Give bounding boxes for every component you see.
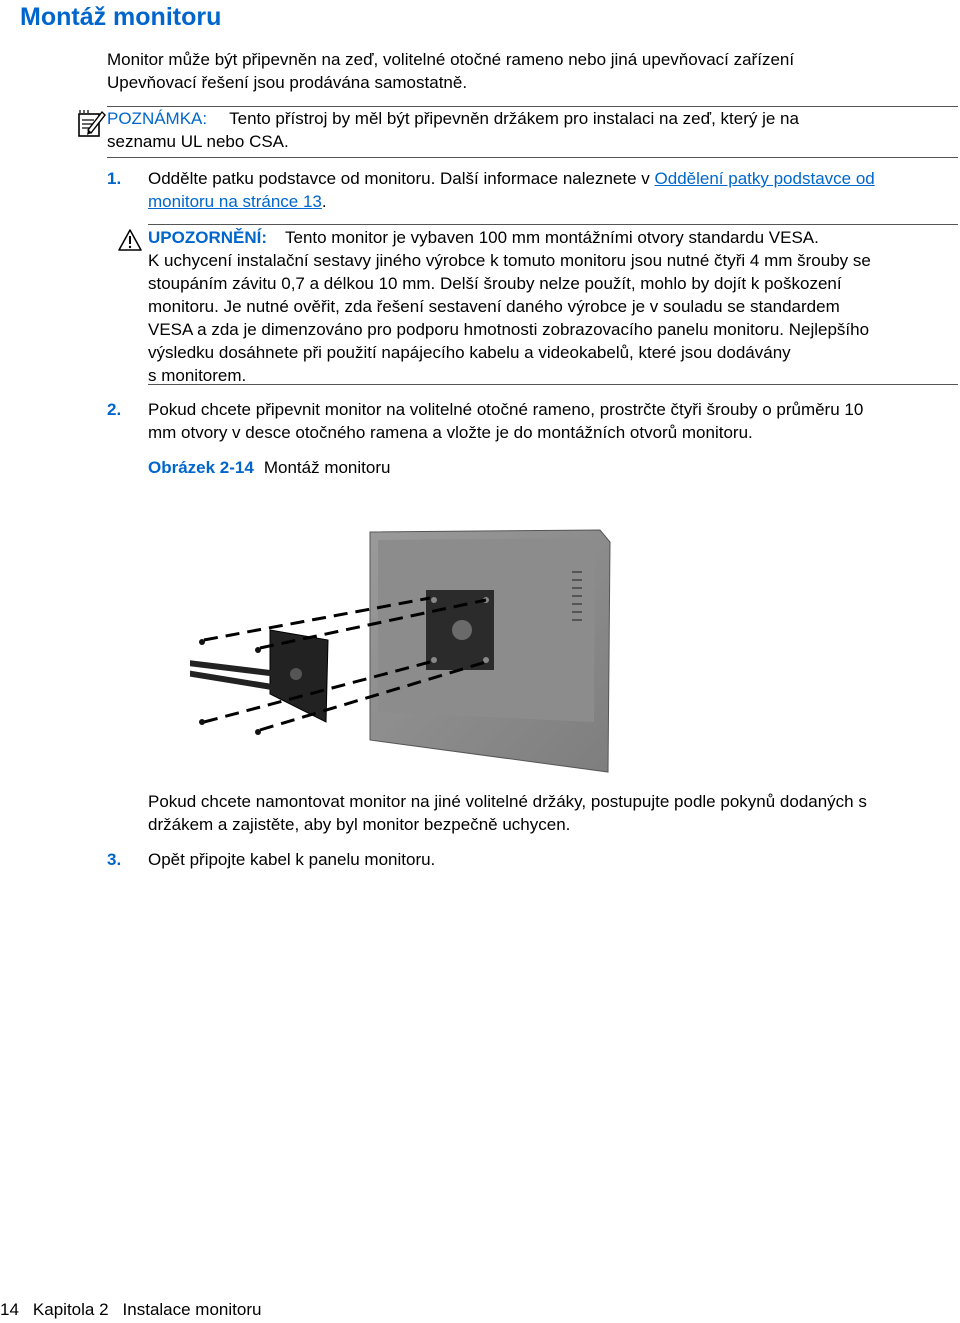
warning-icon: [118, 229, 142, 251]
caution-text-1: Tento monitor je vybaven 100 mm montážními otvory standardu VESA.: [285, 228, 819, 247]
caution-line-2: K uchycení instalační sestavy jiného výrobce k tomuto monitoru jsou nutné čtyři 4 mm šrouby se: [148, 251, 871, 270]
intro-line-1: Monitor může být připevněn na zeď, volitelné otočné rameno nebo jiná upevňovací zařízení: [107, 50, 795, 69]
page-title: Montáž monitoru: [20, 3, 222, 31]
figure-caption-text: Montáž monitoru: [263, 458, 391, 477]
figure-caption: [148, 456, 390, 479]
figure-label: Obrázek 2-14: [148, 458, 254, 477]
intro-line-2: Upevňovací řešení jsou prodávána samostatně.: [107, 73, 468, 92]
caution-line-3: stoupáním závitu 0,7 a délkou 10 mm. Delší šrouby nelze použít, mohlo by dojít k poškození: [148, 274, 842, 293]
caution-line-4: monitoru. Je nutné ověřit, zda řešení sestavení daného výrobce je v souladu se standardem: [148, 297, 840, 316]
caution-label: UPOZORNĚNÍ:: [148, 228, 267, 247]
step-1-number: 1.: [107, 169, 122, 188]
step-2-line-2: mm otvory v desce otočného ramena a vložte je do montážních otvorů monitoru.: [148, 423, 753, 442]
step-1-text: [148, 167, 960, 213]
caution-line-7: s monitorem.: [148, 366, 247, 385]
intro-paragraph: [107, 48, 937, 94]
note-line-1: [107, 107, 952, 130]
after-figure-paragraph: [148, 790, 960, 836]
note-icon: [76, 108, 106, 138]
after-figure-line-2: držákem a zajistěte, aby byl monitor bezpečně uchycen.: [148, 815, 571, 834]
step-1-link-part-2[interactable]: monitoru na stránce 13: [148, 192, 322, 211]
page-footer: [0, 1298, 400, 1321]
caution-line-6: výsledku dosáhnete při použití napájecího kabelu a videokabelů, které jsou dodávány: [148, 343, 791, 362]
step-1-text-after: .: [321, 192, 327, 211]
step-2-line-1: Pokud chcete připevnit monitor na volitelné otočné rameno, prostrčte čtyři šrouby o průměru 10: [148, 400, 864, 419]
step-1-link-part-1[interactable]: Oddělení patky podstavce od: [654, 169, 875, 188]
step-1-line-2: [148, 190, 960, 213]
step-2-number: 2.: [107, 400, 122, 419]
step-1-line-1: [148, 167, 960, 190]
step-3-text: Opět připojte kabel k panelu monitoru.: [148, 850, 436, 869]
monitor-mount-illustration: [190, 522, 620, 778]
after-figure-line-1: Pokud chcete namontovat monitor na jiné volitelné držáky, postupujte podle pokynů dodaných s: [148, 792, 867, 811]
footer-chapter: Kapitola 2: [32, 1300, 109, 1319]
note-bottom-rule: [107, 157, 958, 158]
note-label: POZNÁMKA:: [107, 109, 208, 128]
caution-block: [148, 226, 958, 387]
note-text-1: Tento přístroj by měl být připevněn držákem pro instalaci na zeď, který je na: [229, 109, 799, 128]
footer-page-number: 14: [0, 1300, 19, 1319]
caution-top-rule: [148, 224, 958, 225]
caution-line-1: [148, 226, 958, 249]
footer-chapter-title: Instalace monitoru: [122, 1300, 262, 1319]
note-text-2: seznamu UL nebo CSA.: [107, 132, 289, 151]
step-1-text-before: Oddělte patku podstavce od monitoru. Další informace naleznete v: [148, 169, 650, 188]
step-2-text: [148, 398, 960, 444]
note-block: [107, 107, 952, 153]
step-3-number: 3.: [107, 850, 122, 869]
caution-line-5: VESA a zda je dimenzováno pro podporu hmotnosti zobrazovacího panelu monitoru. Nejlepšího: [148, 320, 870, 339]
